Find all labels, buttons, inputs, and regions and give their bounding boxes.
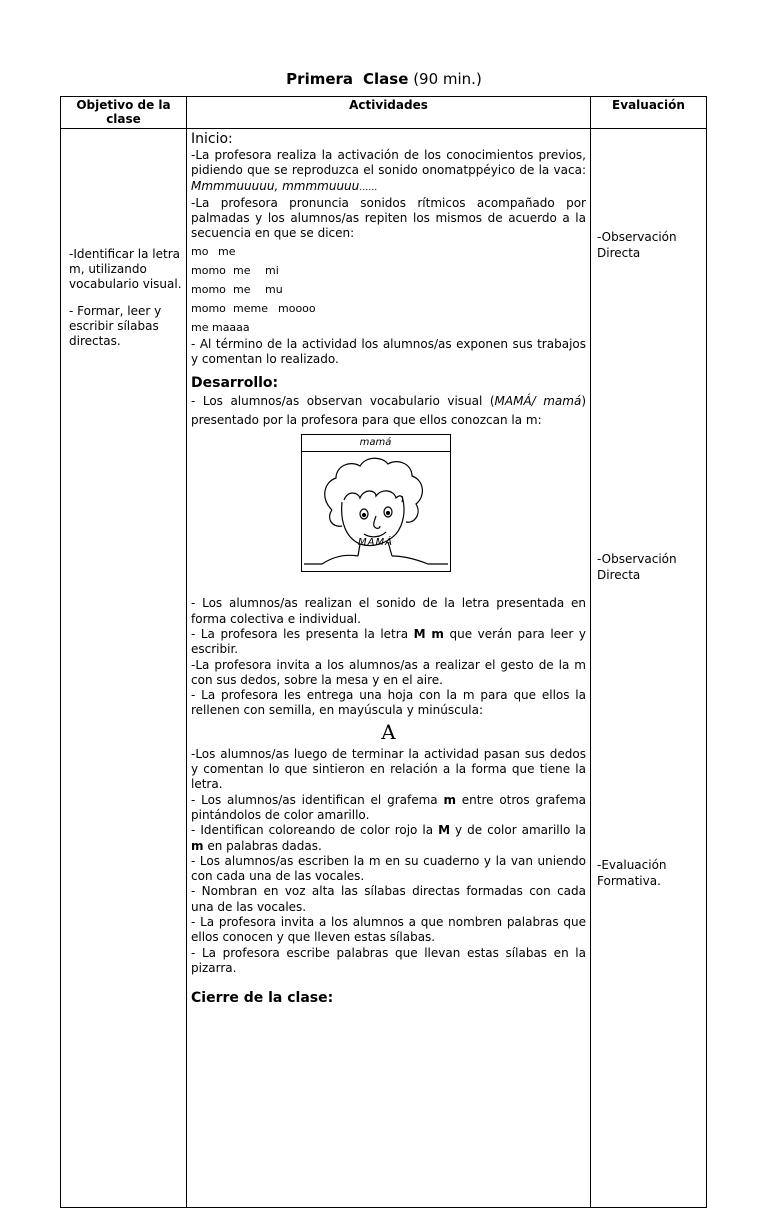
evaluacion-item-1: -Observación Directa — [597, 230, 677, 260]
letter-a-sample: A — [381, 719, 396, 744]
evaluacion-item-3: -Evaluación Formativa. — [597, 858, 667, 888]
header-evaluacion: Evaluación — [591, 97, 707, 129]
desarrollo-paragraph-1: - Los alumnos/as observan vocabulario visual (MAMÁ/ mamá) presentado por la profesora para que ellos conozcan la m: — [191, 394, 586, 428]
table-header-row — [61, 97, 707, 129]
mother-face-icon — [302, 452, 450, 570]
header-actividades: Actividades — [187, 97, 591, 129]
evaluacion-item-2: -Observación Directa — [597, 552, 677, 582]
desarrollo-paragraph-8: - Identifican coloreando de color rojo la M y de color amarillo la m en palabras dadas. — [191, 823, 586, 853]
mama-figure — [301, 434, 451, 572]
inicio-paragraph-1: -La profesora realiza la activación de los conocimientos previos, pidiendo que se reproduzca el sonido onomatppéyico de la vaca: Mmmmuuuuu, mmmmuuuu…… — [191, 148, 586, 193]
desarrollo-paragraph-11: - La profesora invita a los alumnos a que nombren palabras que ellos conocen y que lleven estas sílabas. — [191, 915, 586, 945]
title-primera: Primera — [286, 70, 354, 88]
mother-face-illustration — [302, 452, 450, 552]
table-body-row — [61, 129, 707, 1208]
desarrollo-paragraph-4: -La profesora invita a los alumnos/as a realizar el gesto de la m con sus dedos, sobre la mesa y en el aire. — [191, 657, 586, 687]
cierre-heading: Cierre de la clase: — [191, 990, 334, 1007]
desarrollo-paragraph-5: - La profesora les entrega una hoja con la m para que ellos la rellenen con semilla, en mayúscula y minúscula: — [191, 688, 586, 718]
desarrollo-paragraph-10: - Nombran en voz alta las sílabas directas formadas con cada una de las vocales. — [191, 884, 586, 914]
objetivo-item-1: -Identificar la letra m, utilizando vocabulario visual. — [69, 247, 182, 291]
desarrollo-paragraph-9: - Los alumnos/as escriben la m en su cuaderno y la van uniendo con cada una de las vocales. — [191, 853, 586, 884]
figure-caption-bottom: MAMÁ — [358, 537, 393, 549]
inicio-paragraph-2: -La profesora pronuncia sonidos rítmicos acompañado por palmadas y los alumnos/as repiten los mismos de acuerdo a la secuencia en que se dicen: — [191, 195, 586, 241]
desarrollo-heading: Desarrollo: — [191, 375, 279, 392]
objetivo-item-2: - Formar, leer y escribir sílabas directas. — [69, 304, 162, 348]
inicio-paragraph-3: - Al término de la actividad los alumnos/as exponen sus trabajos y comentan lo realizado. — [191, 336, 586, 367]
lesson-plan-table — [60, 96, 707, 1208]
title-clase: Clase — [363, 70, 409, 88]
syllable-row-1: mo me — [191, 244, 236, 258]
objetivos-cell — [61, 129, 187, 1208]
desarrollo-paragraph-3: - La profesora les presenta la letra M m que verán para leer y escribir. — [191, 626, 586, 657]
desarrollo-paragraph-12: - La profesora escribe palabras que llevan estas sílabas en la pizarra. — [191, 945, 586, 975]
syllable-row-4: momo meme moooo — [191, 301, 316, 315]
page-title — [0, 70, 768, 88]
syllable-row-5: me maaaa — [191, 320, 250, 334]
desarrollo-paragraph-6: -Los alumnos/as luego de terminar la actividad pasan sus dedos y comentan lo que sintieron en relación a la forma que tiene la letra. — [191, 746, 586, 792]
actividades-cell — [187, 129, 591, 1208]
header-objetivo: Objetivo de la clase — [61, 97, 187, 129]
title-duration: (90 min.) — [413, 70, 482, 88]
syllable-row-2: momo me mi — [191, 263, 279, 277]
desarrollo-paragraph-7: - Los alumnos/as identifican el grafema m entre otros grafema pintándolos de color amarillo. — [191, 792, 587, 822]
desarrollo-paragraph-2: - Los alumnos/as realizan el sonido de la letra presentada en forma colectiva e individual. — [191, 596, 586, 626]
figure-caption-top: mamá — [302, 435, 450, 452]
syllable-row-3: momo me mu — [191, 282, 283, 296]
evaluacion-cell — [591, 129, 707, 1208]
inicio-heading: Inicio: — [191, 131, 233, 147]
